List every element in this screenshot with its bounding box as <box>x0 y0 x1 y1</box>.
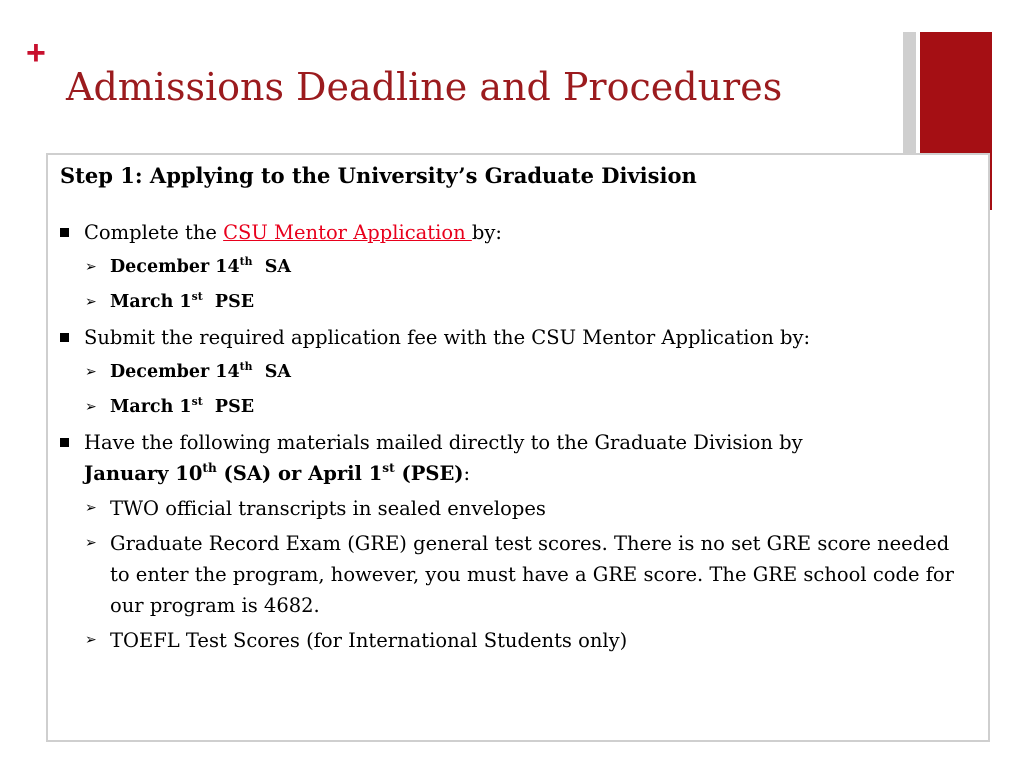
bullet-application-fee <box>60 322 974 353</box>
deadline-date: March 1 <box>110 292 192 312</box>
bullet-text: Submit the required application fee with the CSU Mentor Application by: <box>84 326 811 349</box>
deadline-program: PSE <box>202 397 255 417</box>
arrow-bullet-icon: ➢ <box>85 364 97 380</box>
step-heading: Step 1: Applying to the University’s Graduate Division <box>60 163 697 188</box>
deadline-date: December 14 <box>110 362 240 382</box>
slide-title: Admissions Deadline and Procedures <box>66 65 783 109</box>
sub-bullet-deadline <box>60 392 974 423</box>
arrow-bullet-icon: ➢ <box>85 294 97 310</box>
square-bullet-icon <box>60 333 69 342</box>
sub-bullet-text: Graduate Record Exam (GRE) general test scores. There is no set GRE score needed to enter the program, however, you must have a GRE score. The GRE school code for our program is 4682. <box>110 532 954 617</box>
arrow-bullet-icon: ➢ <box>85 500 97 516</box>
sub-bullet-transcripts <box>60 493 974 524</box>
bullet-list <box>60 217 974 656</box>
bullet-complete-application <box>60 217 974 248</box>
arrow-bullet-icon: ➢ <box>85 535 97 551</box>
ordinal-suffix: st <box>191 289 203 303</box>
deadline-program: SA <box>252 362 291 382</box>
square-bullet-icon <box>60 438 69 447</box>
decorative-red-bar <box>920 32 992 154</box>
deadline-program: SA <box>252 257 291 277</box>
sub-bullet-text: TOEFL Test Scores (for International Students only) <box>110 629 628 652</box>
csu-mentor-application-link[interactable]: CSU Mentor Application <box>223 221 472 244</box>
sub-bullet-deadline <box>60 287 974 318</box>
sub-bullet-deadline <box>60 357 974 388</box>
deadline-date: March 1 <box>110 397 192 417</box>
ordinal-suffix: th <box>239 359 253 373</box>
bullet-text: Have the following materials mailed directly to the Graduate Division by <box>84 431 803 454</box>
square-bullet-icon <box>60 228 69 237</box>
sub-bullet-gre <box>60 528 974 621</box>
arrow-bullet-icon: ➢ <box>85 399 97 415</box>
sub-bullet-deadline <box>60 252 974 283</box>
content-box <box>46 153 990 742</box>
sub-bullet-text: TWO official transcripts in sealed envelopes <box>110 497 546 520</box>
deadline-date: December 14 <box>110 257 240 277</box>
bullet-mailed-materials <box>60 427 974 489</box>
ordinal-suffix: th <box>239 254 253 268</box>
ordinal-suffix: st <box>191 394 203 408</box>
bullet-text: by: <box>471 221 502 244</box>
bullet-text: Complete the <box>84 221 224 244</box>
arrow-bullet-icon: ➢ <box>85 632 97 648</box>
deadline-text: January 10th (SA) or April 1st (PSE) <box>84 461 464 485</box>
plus-icon: + <box>26 34 46 72</box>
bullet-text: : <box>463 462 471 485</box>
arrow-bullet-icon: ➢ <box>85 259 97 275</box>
sub-bullet-toefl <box>60 625 974 656</box>
decorative-gray-bar <box>903 32 916 154</box>
deadline-program: PSE <box>202 292 255 312</box>
